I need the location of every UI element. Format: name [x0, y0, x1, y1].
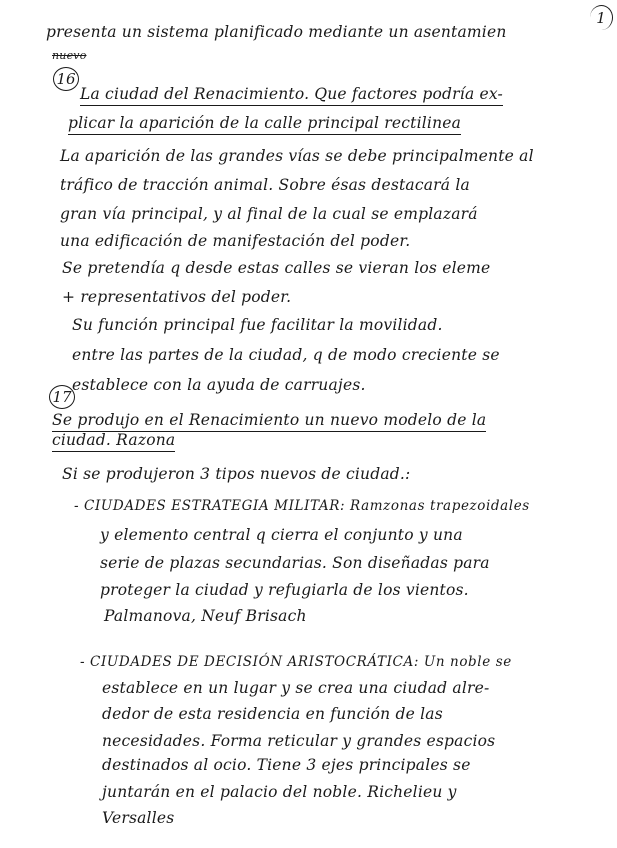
list-item: - CIUDADES DE DECISIÓN ARISTOCRÁTICA: Un noble se: [80, 654, 512, 670]
page-number: 1: [590, 5, 613, 30]
question-title: plicar la aparición de la calle principal rectilinea: [68, 113, 461, 135]
text-line: Si se produjeron 3 tipos nuevos de ciudad.:: [62, 465, 411, 483]
list-item: - CIUDADES ESTRATEGIA MILITAR: Ramzonas trapezoidales: [74, 498, 530, 514]
text-line: y elemento central q cierra el conjunto y una: [100, 526, 463, 544]
text-line: + representativos del poder.: [62, 288, 292, 306]
text-line: necesidades. Forma reticular y grandes espacios: [102, 732, 496, 750]
question-number-17: 17: [49, 385, 75, 409]
text-line: tráfico de tracción animal. Sobre ésas destacará la: [60, 176, 470, 194]
text-line: Palmanova, Neuf Brisach: [104, 607, 307, 625]
question-title: La ciudad del Renacimiento. Que factores podría ex-: [80, 84, 503, 106]
text-line: dedor de esta residencia en función de las: [102, 705, 443, 723]
question-number-16: 16: [53, 67, 79, 91]
text-line: Su función principal fue facilitar la movilidad.: [72, 316, 443, 334]
text-line: gran vía principal, y al final de la cual se emplazará: [60, 205, 478, 223]
question-title: Se produjo en el Renacimiento un nuevo modelo de la: [52, 410, 486, 432]
text-line: La aparición de las grandes vías se debe principalmente al: [60, 147, 534, 165]
text-line: proteger la ciudad y refugiarla de los vientos.: [100, 581, 469, 599]
text-line: nuevo: [52, 49, 87, 62]
text-line: destinados al ocio. Tiene 3 ejes principales se: [102, 756, 471, 774]
text-line: una edificación de manifestación del poder.: [60, 232, 411, 250]
text-line: juntarán en el palacio del noble. Richelieu y: [102, 783, 457, 801]
text-line: Versalles: [102, 809, 175, 827]
text-line: Se pretendía q desde estas calles se vieran los eleme: [62, 259, 491, 277]
text-line: entre las partes de la ciudad, q de modo creciente se: [72, 346, 500, 364]
text-line: presenta un sistema planificado mediante un asentamien: [46, 23, 507, 41]
question-title: ciudad. Razona: [52, 430, 175, 452]
text-line: establece en un lugar y se crea una ciudad alre-: [102, 679, 490, 697]
text-line: establece con la ayuda de carruajes.: [72, 376, 366, 394]
text-line: serie de plazas secundarias. Son diseñadas para: [100, 554, 490, 572]
